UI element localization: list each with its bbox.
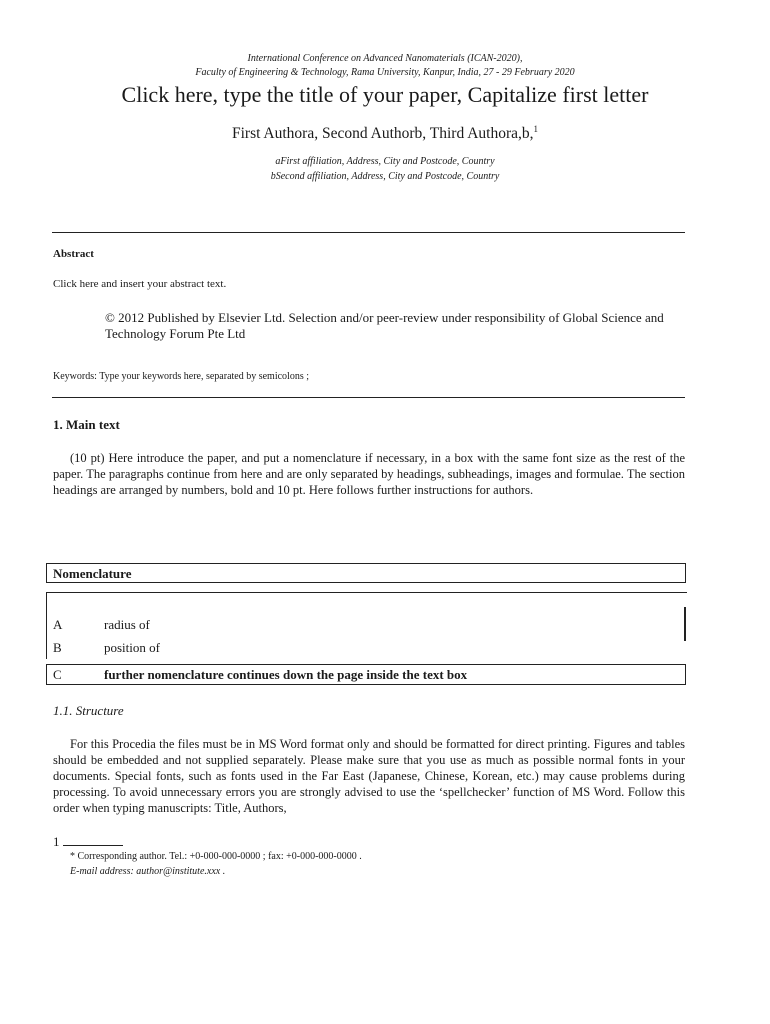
copyright-notice: © 2012 Published by Elsevier Ltd. Selection and/or peer-review under responsibility of Global Science and Technology Forum Pte Ltd (105, 310, 664, 341)
author-footnote-marker: 1 (533, 123, 539, 134)
nomenclature-right-edge (684, 607, 686, 641)
conference-line-1: International Conference on Advanced Nanomaterials (ICAN-2020), (247, 53, 523, 64)
nomenclature-symbol-c: C (53, 667, 62, 682)
footnote-corresponding-author: * Corresponding author. Tel.: +0-000-000-0000 ; fax: +0-000-000-0000 . (70, 851, 362, 862)
nomenclature-desc-b: position of (104, 640, 160, 655)
footnote-email: E-mail address: author@institute.xxx . (70, 866, 226, 877)
abstract-heading: Abstract (53, 248, 94, 260)
main-text-paragraph: (10 pt) Here introduce the paper, and put a nomenclature if necessary, in a box with the same font size as the rest of the paper. The paragraphs continue from here and are only separated by headings, subheadings, images and formulae. The section headings are arranged by numbers, bold and 10 pt. Here follows further instructions for authors. (53, 451, 685, 497)
nomenclature-last-row-box (46, 664, 686, 685)
abstract-top-rule (52, 232, 685, 233)
nomenclature-heading-box (46, 563, 686, 583)
nomenclature-desc-a: radius of (104, 617, 150, 632)
paper-title: Click here, type the title of your paper, Capitalize first letter (121, 82, 649, 107)
section-heading-main-text: 1. Main text (53, 417, 120, 432)
nomenclature-desc-c: further nomenclature continues down the page inside the text box (104, 667, 468, 682)
footnote-rule (63, 845, 123, 846)
abstract-text: Click here and insert your abstract text. (53, 278, 227, 290)
author-line (0, 124, 770, 144)
conference-line-2: Faculty of Engineering & Technology, Rama University, Kanpur, India, 27 - 29 February 2020 (195, 67, 575, 78)
structure-paragraph: For this Procedia the files must be in MS Word format only and should be formatted for direct printing. Figures and tables should be embedded and not supplied separately. Please make sure that you use as much as possible normal fonts in your documents. Special fonts, such as fonts used in the Far East (Japanese, Chinese, Korean, etc.) may cause problems during processing. To avoid unnecessary errors you are strongly advised to use the ‘spellchecker’ function of MS Word. Follow this order when typing manuscripts: Title, Authors, (53, 737, 685, 815)
nomenclature-heading: Nomenclature (53, 566, 132, 581)
affiliation-b: bSecond affiliation, Address, City and Postcode, Country (270, 171, 500, 182)
keywords: Keywords: Type your keywords here, separated by semicolons ; (53, 371, 309, 382)
affiliation-a: aFirst affiliation, Address, City and Postcode, Country (275, 156, 495, 167)
keywords-bottom-rule (52, 397, 685, 398)
author-names: First Authora, Second Authorb, Third Authora,b, (231, 125, 534, 142)
nomenclature-symbol-a: A (53, 617, 63, 632)
footnote-marker: 1 (53, 834, 60, 849)
nomenclature-symbol-b: B (53, 640, 62, 655)
subsection-heading-structure: 1.1. Structure (53, 703, 124, 718)
